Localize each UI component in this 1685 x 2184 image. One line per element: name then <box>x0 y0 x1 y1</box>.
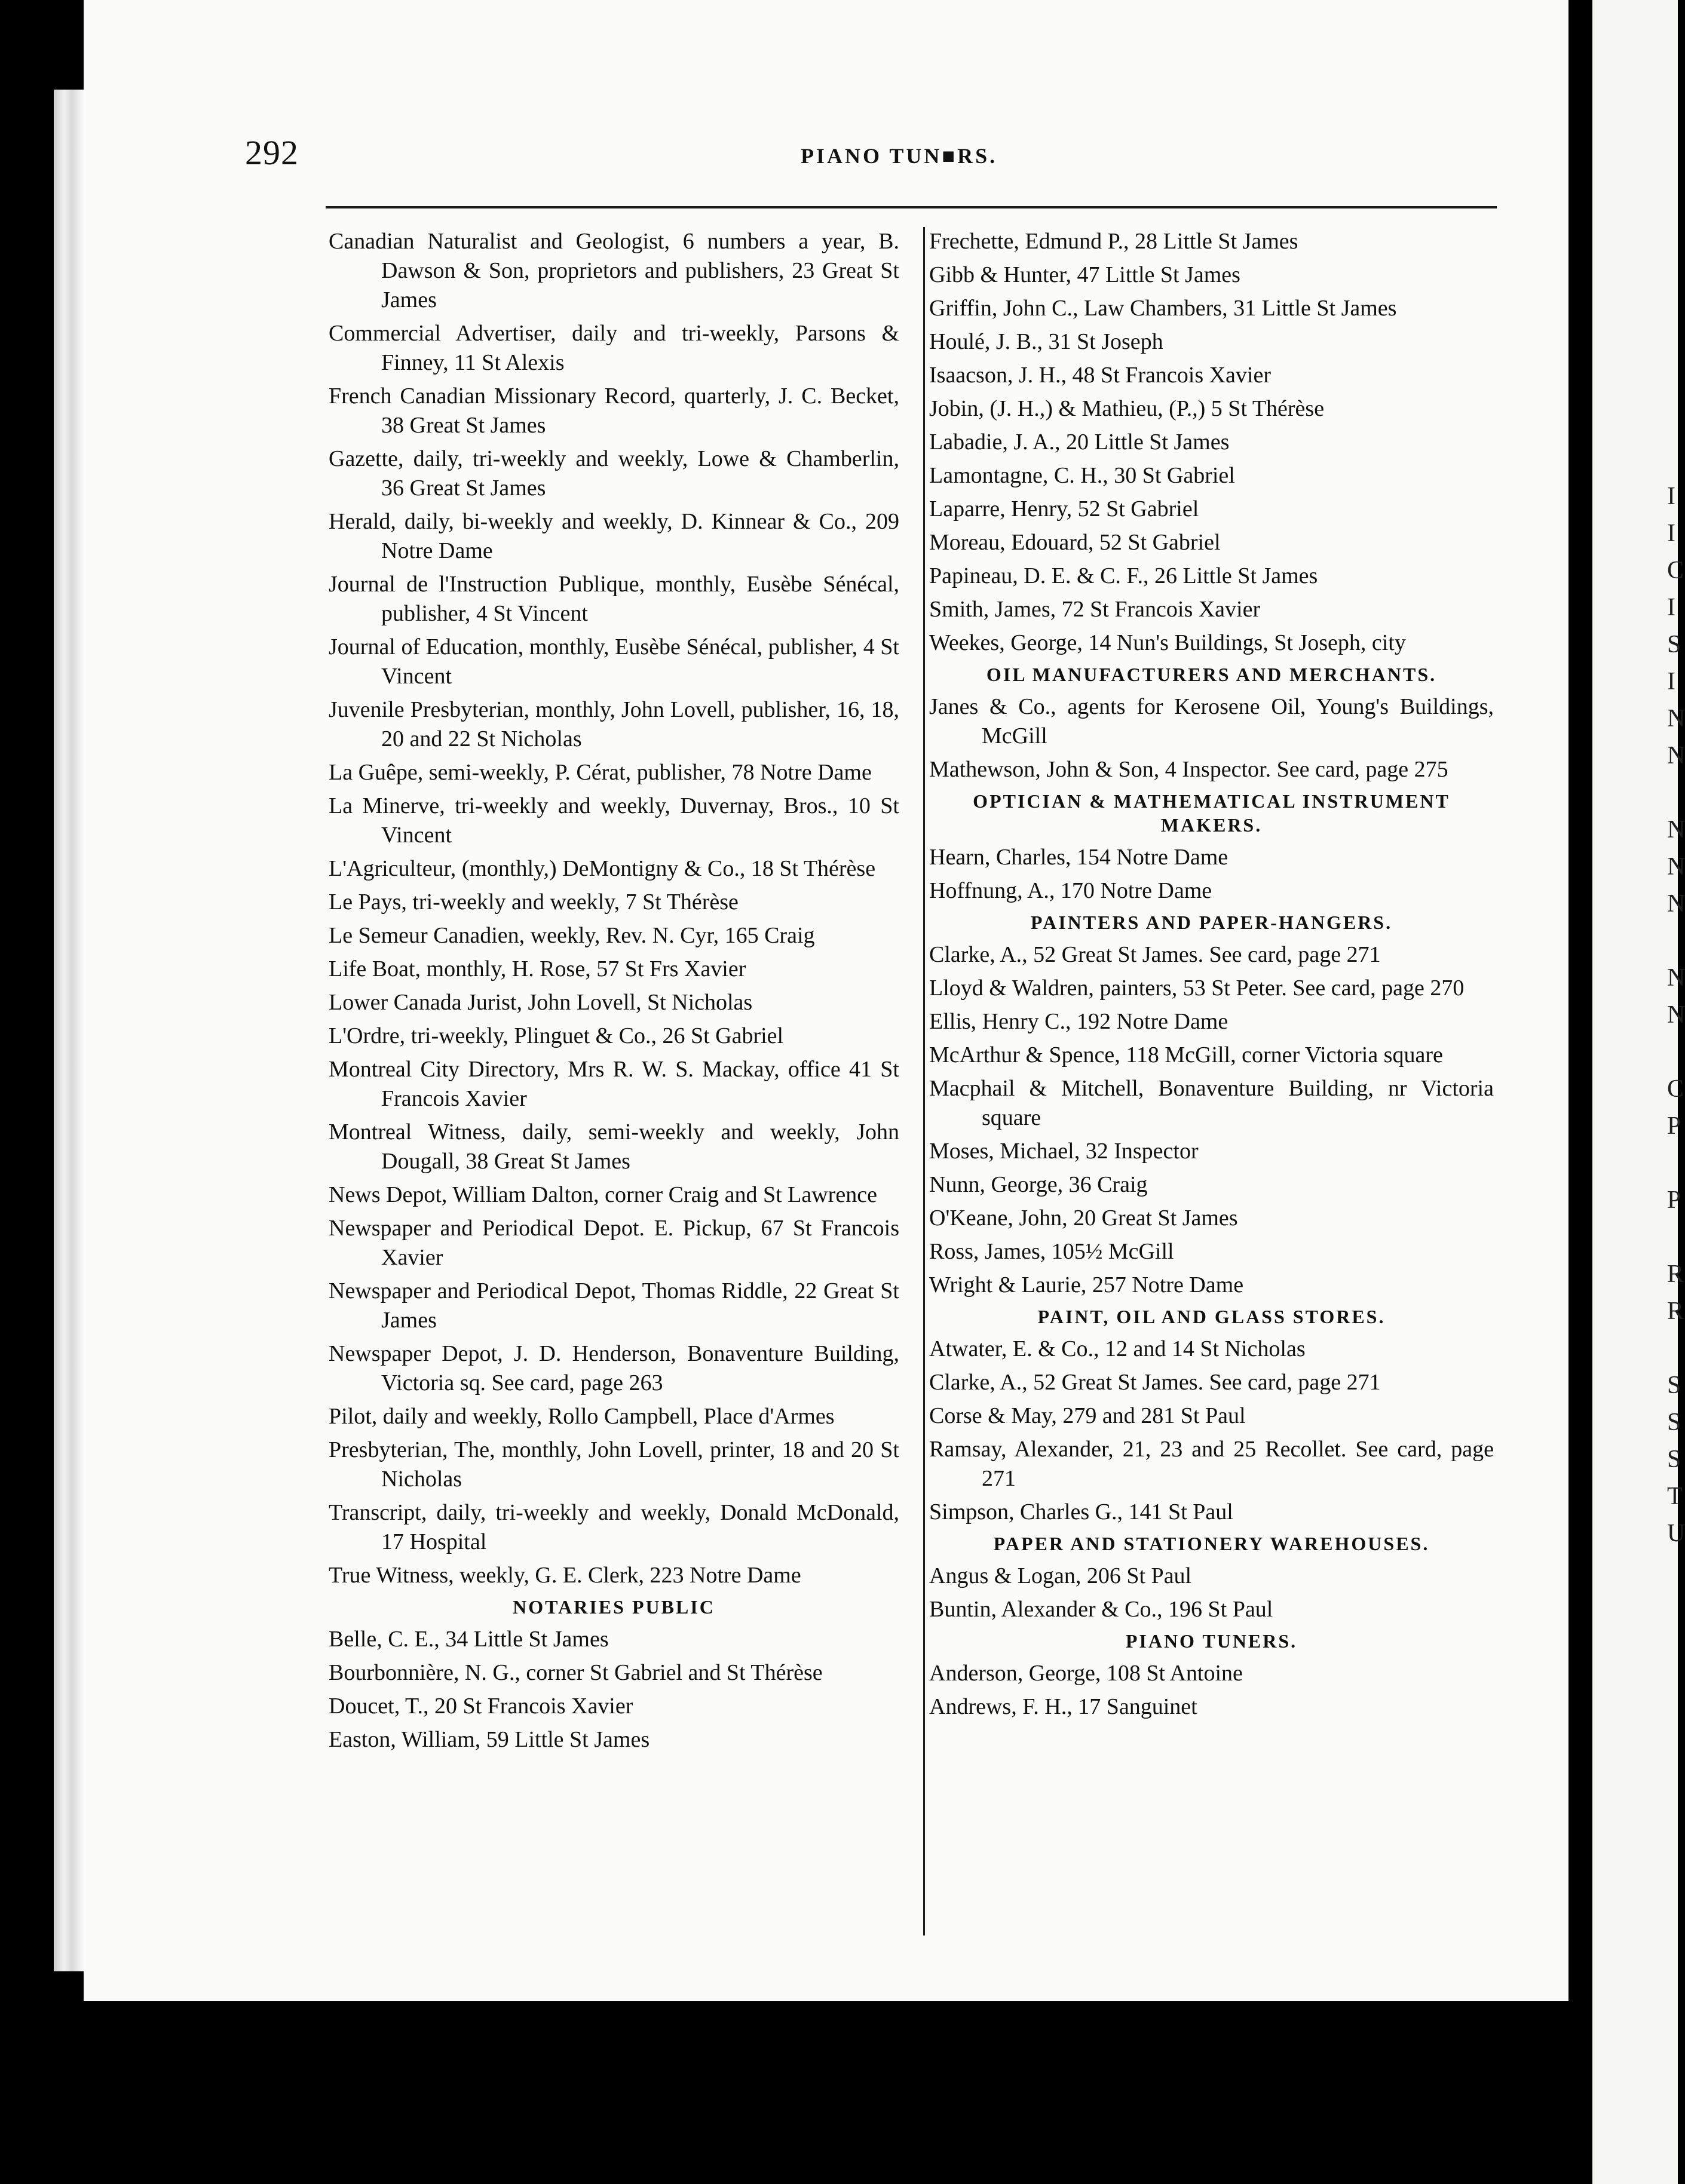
directory-entry: Angus & Logan, 206 St Paul <box>929 1563 1192 1588</box>
directory-entry: Le Semeur Canadien, weekly, Rev. N. Cyr, 165 Craig <box>329 923 815 948</box>
directory-entry: Commercial Advertiser, daily and tri-weekly, Parsons & Finney, 11 St Alexis <box>329 321 899 375</box>
edge-letter <box>1667 774 1679 811</box>
directory-entry: Nunn, George, 36 Craig <box>929 1172 1148 1197</box>
directory-entry: Montreal City Directory, Mrs R. W. S. Mackay, office 41 St Francois Xavier <box>329 1057 899 1111</box>
edge-letter: I <box>1667 483 1675 510</box>
directory-entry: Atwater, E. & Co., 12 and 14 St Nicholas <box>929 1336 1306 1361</box>
edge-letter: R <box>1667 1297 1684 1325</box>
edge-letter <box>1667 922 1679 959</box>
gutter <box>1568 0 1592 2184</box>
directory-entry: Lower Canada Jurist, John Lovell, St Nicholas <box>329 990 753 1015</box>
directory-entry: Journal de l'Instruction Publique, monthly, Eusèbe Sénécal, publisher, 4 St Vincent <box>329 572 899 626</box>
directory-entry: Lamontagne, C. H., 30 St Gabriel <box>929 463 1235 488</box>
directory-entry: Hoffnung, A., 170 Notre Dame <box>929 878 1212 903</box>
scan-background <box>0 2001 1568 2184</box>
directory-entry: Ross, James, 105½ McGill <box>929 1239 1174 1264</box>
directory-entry: Corse & May, 279 and 281 St Paul <box>929 1403 1246 1428</box>
directory-entry: Houlé, J. B., 31 St Joseph <box>929 329 1163 354</box>
edge-letter: I <box>1667 668 1675 695</box>
edge-letter: N <box>1667 705 1685 732</box>
edge-letter: S <box>1667 631 1681 658</box>
directory-entry: Moses, Michael, 32 Inspector <box>929 1139 1199 1164</box>
edge-letter: C <box>1667 1075 1684 1103</box>
directory-entry: Bourbonnière, N. G., corner St Gabriel and St Thérèse <box>329 1660 823 1685</box>
directory-entry: Life Boat, monthly, H. Rose, 57 St Frs Xavier <box>329 956 746 981</box>
section-heading: NOTARIES PUBLIC <box>513 1596 715 1618</box>
directory-entry: La Guêpe, semi-weekly, P. Cérat, publisher, 78 Notre Dame <box>329 760 872 785</box>
edge-letter: T <box>1667 1483 1683 1510</box>
directory-entry: Gibb & Hunter, 47 Little St James <box>929 262 1240 287</box>
directory-entry: Smith, James, 72 St Francois Xavier <box>929 597 1261 622</box>
edge-letter: S <box>1667 1409 1681 1436</box>
edge-letter: P <box>1667 1112 1681 1140</box>
adjacent-page-edge-letters <box>1667 478 1685 1552</box>
directory-entry: Janes & Co., agents for Kerosene Oil, Young's Buildings, McGill <box>929 694 1494 749</box>
edge-letter: S <box>1667 1446 1681 1473</box>
directory-entry: Mathewson, John & Son, 4 Inspector. See card, page 275 <box>929 757 1448 782</box>
directory-entry: Newspaper Depot, J. D. Henderson, Bonaventure Building, Victoria sq. See card, page 263 <box>329 1341 899 1395</box>
directory-entry: Weekes, George, 14 Nun's Buildings, St Joseph, city <box>929 630 1406 655</box>
directory-entry: Clarke, A., 52 Great St James. See card, page 271 <box>929 1370 1381 1395</box>
directory-entry: Newspaper and Periodical Depot. E. Pickup, 67 St Francois Xavier <box>329 1216 899 1270</box>
directory-entry: Montreal Witness, daily, semi-weekly and weekly, John Dougall, 38 Great St James <box>329 1119 899 1174</box>
edge-letter: N <box>1667 890 1685 918</box>
edge-letter: N <box>1667 1001 1685 1029</box>
edge-letter <box>1667 1219 1679 1256</box>
directory-entry: Le Pays, tri-weekly and weekly, 7 St Thérèse <box>329 889 739 915</box>
directory-entry: Simpson, Charles G., 141 St Paul <box>929 1499 1233 1524</box>
edge-letter: R <box>1667 1260 1684 1288</box>
edge-letter: N <box>1667 816 1685 843</box>
adjacent-page <box>1592 0 1685 2184</box>
directory-entry: Ramsay, Alexander, 21, 23 and 25 Recollet. See card, page 271 <box>929 1437 1494 1491</box>
page-number: 292 <box>245 133 299 172</box>
directory-entry: L'Agriculteur, (monthly,) DeMontigny & Co., 18 St Thérèse <box>329 856 876 881</box>
edge-letter: S <box>1667 1372 1681 1399</box>
edge-letter: I <box>1667 520 1675 547</box>
section-heading: OIL MANUFACTURERS AND MERCHANTS. <box>986 664 1437 685</box>
section-heading: PIANO TUNERS. <box>1125 1630 1298 1652</box>
edge-letter: I <box>1667 594 1675 621</box>
right-column <box>929 227 1494 1726</box>
directory-entry: McArthur & Spence, 118 McGill, corner Victoria square <box>929 1042 1443 1068</box>
left-column <box>329 227 899 1759</box>
directory-entry: Belle, C. E., 34 Little St James <box>329 1627 609 1652</box>
directory-entry: Papineau, D. E. & C. F., 26 Little St James <box>929 563 1318 588</box>
edge-letter: N <box>1667 742 1685 769</box>
directory-entry: Ellis, Henry C., 192 Notre Dame <box>929 1009 1228 1034</box>
directory-entry: Griffin, John C., Law Chambers, 31 Little St James <box>929 296 1397 321</box>
column-divider <box>923 227 925 1935</box>
directory-entry: Isaacson, J. H., 48 St Francois Xavier <box>929 363 1272 388</box>
directory-entry: Presbyterian, The, monthly, John Lovell, printer, 18 and 20 St Nicholas <box>329 1437 899 1492</box>
directory-entry: Jobin, (J. H.,) & Mathieu, (P.,) 5 St Thérèse <box>929 396 1325 421</box>
directory-entry: Moreau, Edouard, 52 St Gabriel <box>929 530 1221 555</box>
directory-entry: O'Keane, John, 20 Great St James <box>929 1206 1238 1231</box>
directory-entry: Herald, daily, bi-weekly and weekly, D. Kinnear & Co., 209 Notre Dame <box>329 509 899 563</box>
directory-entry: Buntin, Alexander & Co., 196 St Paul <box>929 1597 1273 1622</box>
directory-entry: La Minerve, tri-weekly and weekly, Duvernay, Bros., 10 St Vincent <box>329 793 899 848</box>
directory-entry: Wright & Laurie, 257 Notre Dame <box>929 1272 1244 1297</box>
directory-entry: Gazette, daily, tri-weekly and weekly, Lowe & Chamberlin, 36 Great St James <box>329 446 899 501</box>
edge-letter <box>1667 1145 1679 1182</box>
section-heading: OPTICIAN & MATHEMATICAL INSTRUMENT MAKERS. <box>973 790 1450 836</box>
directory-entry: News Depot, William Dalton, corner Craig and St Lawrence <box>329 1182 877 1207</box>
edge-letter: N <box>1667 964 1685 992</box>
directory-entry: Pilot, daily and weekly, Rollo Campbell, Place d'Armes <box>329 1404 835 1429</box>
edge-letter: P <box>1667 1186 1681 1214</box>
running-head: PIANO TUN■RS. <box>801 144 998 168</box>
directory-entry: Anderson, George, 108 St Antoine <box>929 1661 1243 1686</box>
directory-entry: Andrews, F. H., 17 Sanguinet <box>929 1694 1197 1719</box>
directory-entry: Doucet, T., 20 St Francois Xavier <box>329 1694 633 1719</box>
directory-entry: Labadie, J. A., 20 Little St James <box>929 430 1230 455</box>
directory-entry: Juvenile Presbyterian, monthly, John Lovell, publisher, 16, 18, 20 and 22 St Nicholas <box>329 697 899 751</box>
section-heading: PAINTERS AND PAPER-HANGERS. <box>1030 912 1393 933</box>
directory-entry: True Witness, weekly, G. E. Clerk, 223 Notre Dame <box>329 1563 801 1588</box>
directory-entry: Macphail & Mitchell, Bonaventure Building, nr Victoria square <box>929 1076 1494 1130</box>
edge-letter <box>1667 1330 1679 1367</box>
book-edge <box>54 90 84 1971</box>
directory-entry: French Canadian Missionary Record, quarterly, J. C. Becket, 38 Great St James <box>329 384 899 438</box>
edge-letter: C <box>1667 557 1684 584</box>
directory-entry: Laparre, Henry, 52 St Gabriel <box>929 496 1199 522</box>
edge-letter: N <box>1667 853 1685 881</box>
edge-letter: U <box>1667 1520 1685 1547</box>
directory-entry: Easton, William, 59 Little St James <box>329 1727 650 1752</box>
directory-entry: Lloyd & Waldren, painters, 53 St Peter. See card, page 270 <box>929 976 1465 1001</box>
directory-entry: Newspaper and Periodical Depot, Thomas Riddle, 22 Great St James <box>329 1278 899 1333</box>
directory-entry: Frechette, Edmund P., 28 Little St James <box>929 229 1298 254</box>
directory-entry: Hearn, Charles, 154 Notre Dame <box>929 845 1228 870</box>
header-rule <box>326 206 1497 208</box>
edge-letter <box>1667 1033 1679 1070</box>
section-heading: PAINT, OIL AND GLASS STORES. <box>1037 1306 1386 1327</box>
directory-entry: Clarke, A., 52 Great St James. See card, page 271 <box>929 942 1381 967</box>
directory-entry: Journal of Education, monthly, Eusèbe Sénécal, publisher, 4 St Vincent <box>329 634 899 689</box>
directory-entry: Transcript, daily, tri-weekly and weekly, Donald McDonald, 17 Hospital <box>329 1500 899 1554</box>
directory-entry: L'Ordre, tri-weekly, Plinguet & Co., 26 St Gabriel <box>329 1023 784 1048</box>
directory-entry: Canadian Naturalist and Geologist, 6 numbers a year, B. Dawson & Son, proprietors and publishers, 23 Great St James <box>329 229 899 312</box>
section-heading: PAPER AND STATIONERY WAREHOUSES. <box>993 1533 1430 1554</box>
